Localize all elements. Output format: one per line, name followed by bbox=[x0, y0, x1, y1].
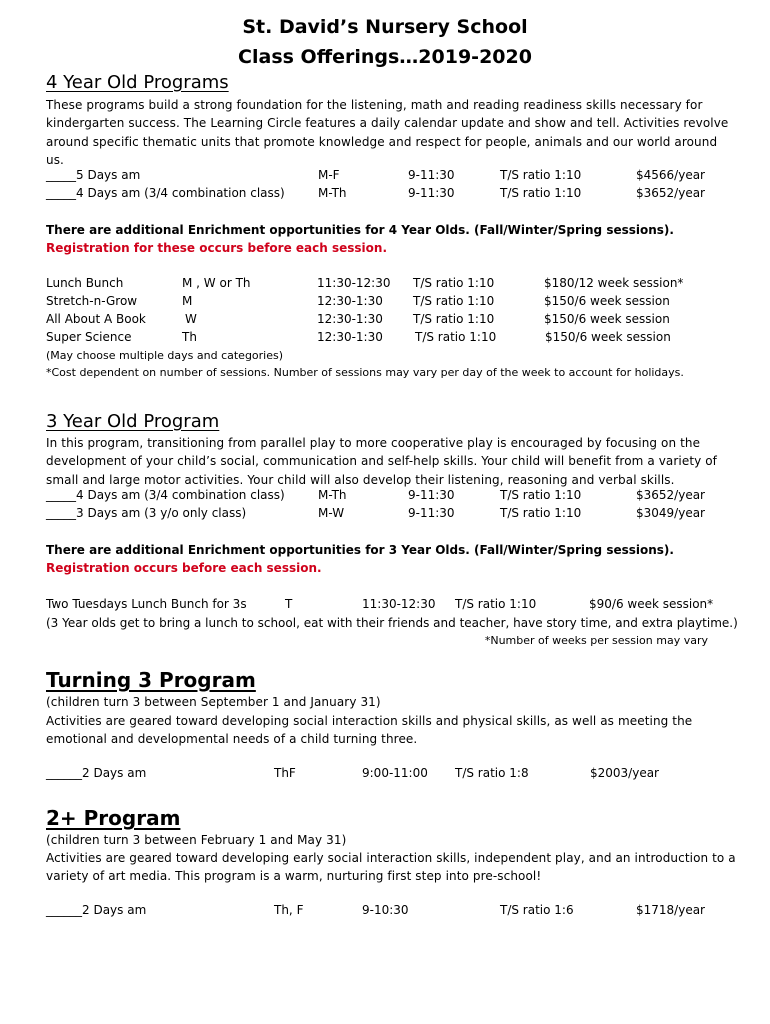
class-ratio: T/S ratio 1:10 bbox=[500, 186, 582, 200]
enrichment-name: All About A Book bbox=[46, 312, 146, 326]
class-time: 9-11:30 bbox=[408, 186, 455, 200]
enrichment-price: $150/6 week session bbox=[544, 312, 670, 326]
enrichment-time: 11:30-12:30 bbox=[317, 276, 391, 290]
class-row bbox=[0, 903, 770, 921]
lunch-bunch-name: Two Tuesdays Lunch Bunch for 3s bbox=[46, 597, 247, 611]
class-days: Th, F bbox=[274, 903, 304, 917]
class-price: $4566/year bbox=[636, 168, 705, 182]
class-days: ThF bbox=[274, 766, 296, 780]
class-time: 9-11:30 bbox=[408, 168, 455, 182]
lunch-bunch-description bbox=[0, 616, 770, 634]
class-row bbox=[0, 168, 770, 186]
school-name: St. David’s Nursery School bbox=[242, 16, 528, 38]
class-row bbox=[0, 488, 770, 506]
four-year-heading: 4 Year Old Programs bbox=[46, 72, 229, 93]
class-name: _____3 Days am (3 y/o only class) bbox=[46, 506, 247, 520]
enrichment-ratio: T/S ratio 1:10 bbox=[413, 312, 495, 326]
three-year-heading: 3 Year Old Program bbox=[46, 411, 220, 432]
class-time: 9:00-11:00 bbox=[362, 766, 428, 780]
class-ratio: T/S ratio 1:8 bbox=[455, 766, 529, 780]
two-plus-description: Activities are geared toward developing early social interaction skills, independent play, and an introduction to a variety of art media. This program is a warm, nurturing first step into pre-school! bbox=[46, 851, 736, 884]
enrichment-time: 12:30-1:30 bbox=[317, 294, 383, 308]
class-ratio: T/S ratio 1:10 bbox=[500, 168, 582, 182]
turning-three-description: Activities are geared toward developing social interaction skills and physical skills, as well as meeting the emotional and developmental needs of a child turning three. bbox=[46, 714, 693, 747]
enrichment-ratio: T/S ratio 1:10 bbox=[415, 330, 497, 344]
enrichment-note bbox=[0, 223, 770, 241]
class-days: M-W bbox=[318, 506, 345, 520]
weeks-note: *Number of weeks per session may vary bbox=[484, 634, 708, 647]
class-name: _____4 Days am (3/4 combination class) bbox=[46, 488, 285, 502]
class-row bbox=[0, 186, 770, 204]
enrichment-name: Lunch Bunch bbox=[46, 276, 124, 290]
enrichment-row bbox=[0, 276, 770, 294]
class-days: M-F bbox=[318, 168, 340, 182]
class-price: $3652/year bbox=[636, 186, 705, 200]
enrichment-note-text: There are additional Enrichment opportunities for 4 Year Olds. (Fall/Winter/Spring sessions). bbox=[46, 223, 674, 237]
multiple-note: (May choose multiple days and categories) bbox=[46, 349, 284, 362]
enrichment-row bbox=[0, 312, 770, 330]
enrichment-days: M bbox=[182, 294, 193, 308]
class-price: $1718/year bbox=[636, 903, 705, 917]
enrichment-price: $150/6 week session bbox=[544, 294, 670, 308]
enrichment-days: M , W or Th bbox=[182, 276, 251, 290]
enrichment-time: 12:30-1:30 bbox=[317, 330, 383, 344]
turning-three-heading: Turning 3 Program bbox=[46, 668, 256, 692]
enrichment-ratio: T/S ratio 1:10 bbox=[413, 276, 495, 290]
document-title: Class Offerings…2019-2020 bbox=[238, 46, 532, 68]
class-row bbox=[0, 506, 770, 524]
class-row bbox=[0, 766, 770, 784]
turning-three-subheading: (children turn 3 between September 1 and January 31) bbox=[46, 695, 381, 709]
enrichment-row bbox=[0, 294, 770, 312]
lunch-bunch-price: $90/6 week session* bbox=[589, 597, 714, 611]
lunch-bunch-row bbox=[0, 597, 770, 615]
class-price: $2003/year bbox=[590, 766, 659, 780]
class-name: _____5 Days am bbox=[46, 168, 141, 182]
class-time: 9-11:30 bbox=[408, 488, 455, 502]
three-year-description: In this program, transitioning from parallel play to more cooperative play is encouraged by focusing on the development of your child’s social, communication and self-help skills. Your child will benefit from a variety of small and large motor activities. Your child will also develop their listening, reasoning and verbal skills. bbox=[46, 436, 718, 487]
enrichment-days: W bbox=[185, 312, 197, 326]
enrichment-price: $150/6 week session bbox=[545, 330, 671, 344]
enrichment-note bbox=[0, 543, 770, 561]
lunch-bunch-days: T bbox=[285, 597, 293, 611]
enrichment-row bbox=[0, 330, 770, 348]
class-ratio: T/S ratio 1:10 bbox=[500, 488, 582, 502]
two-plus-subheading: (children turn 3 between February 1 and May 31) bbox=[46, 833, 347, 847]
class-name: _____4 Days am (3/4 combination class) bbox=[46, 186, 285, 200]
cost-note: *Cost dependent on number of sessions. Number of sessions may vary per day of the week to account for holidays. bbox=[46, 366, 684, 379]
class-name: ______2 Days am bbox=[46, 903, 147, 917]
lunch-bunch-description-text: (3 Year olds get to bring a lunch to school, eat with their friends and teacher, have story time, and extra playtime.) bbox=[46, 616, 738, 630]
enrichment-time: 12:30-1:30 bbox=[317, 312, 383, 326]
class-name: ______2 Days am bbox=[46, 766, 147, 780]
enrichment-ratio: T/S ratio 1:10 bbox=[413, 294, 495, 308]
class-price: $3652/year bbox=[636, 488, 705, 502]
class-time: 9-10:30 bbox=[362, 903, 409, 917]
four-year-description: These programs build a strong foundation for the listening, math and reading readiness skills necessary for kindergarten success. The Learning Circle features a daily calendar update and show and tell. Activities revolve around specific thematic units that promote knowledge and respect for people, animals and our world around us. bbox=[46, 98, 729, 168]
registration-note bbox=[0, 241, 770, 259]
class-price: $3049/year bbox=[636, 506, 705, 520]
enrichment-name: Stretch-n-Grow bbox=[46, 294, 138, 308]
registration-note bbox=[0, 561, 770, 579]
registration-note-text: Registration occurs before each session. bbox=[46, 561, 322, 575]
class-days: M-Th bbox=[318, 488, 347, 502]
enrichment-price: $180/12 week session* bbox=[544, 276, 684, 290]
enrichment-name: Super Science bbox=[46, 330, 132, 344]
lunch-bunch-time: 11:30-12:30 bbox=[362, 597, 436, 611]
class-ratio: T/S ratio 1:10 bbox=[500, 506, 582, 520]
enrichment-note-text: There are additional Enrichment opportunities for 3 Year Olds. (Fall/Winter/Spring sessions). bbox=[46, 543, 674, 557]
class-ratio: T/S ratio 1:6 bbox=[500, 903, 574, 917]
class-days: M-Th bbox=[318, 186, 347, 200]
lunch-bunch-ratio: T/S ratio 1:10 bbox=[455, 597, 537, 611]
enrichment-days: Th bbox=[182, 330, 197, 344]
class-time: 9-11:30 bbox=[408, 506, 455, 520]
two-plus-heading: 2+ Program bbox=[46, 806, 181, 830]
registration-note-text: Registration for these occurs before each session. bbox=[46, 241, 388, 255]
